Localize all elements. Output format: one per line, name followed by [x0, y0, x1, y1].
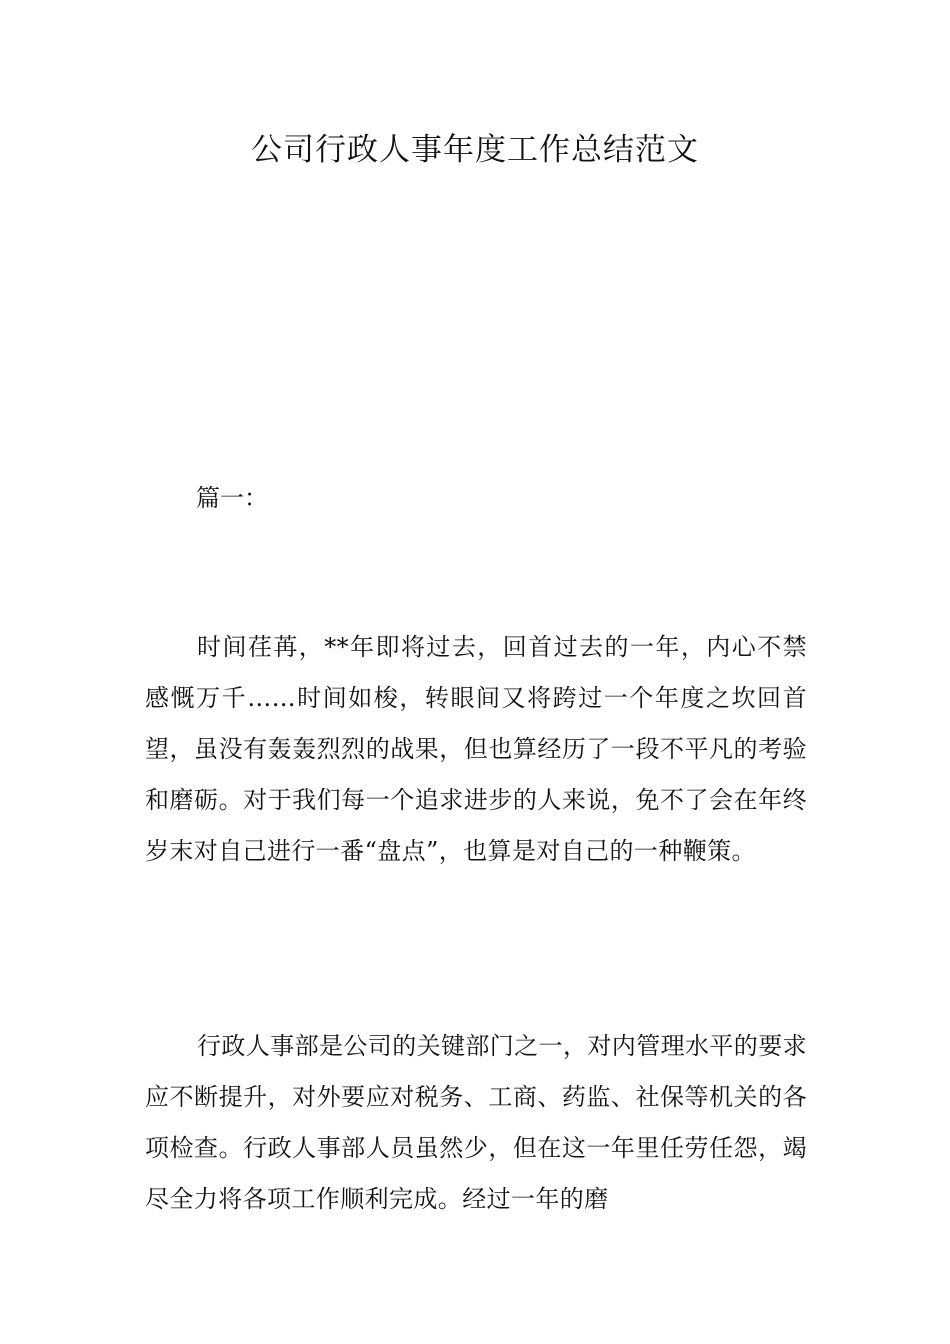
- paragraph-department: 行政人事部是公司的关键部门之一，对内管理水平的要求应不断提升，对外要应对税务、工商、药监、社保等机关的各项检查。行政人事部人员虽然少，但在这一年里任劳任怨，竭尽全力将各项工作顺利完成。经过一年的磨: [145, 1032, 807, 1213]
- section-heading: 篇一：: [196, 484, 268, 512]
- document-title: 公司行政人事年度工作总结范文: [251, 132, 699, 168]
- paragraph-intro: 时间荏苒，**年即将过去，回首过去的一年，内心不禁感慨万千……时间如梭，转眼间又将跨过一个年度之坎回首望，虽没有轰轰烈烈的战果，但也算经历了一段不平凡的考验和磨砺。对于我们每一个追求进步的人来说，免不了会在年终岁末对自己进行一番“盘点”，也算是对自己的一种鞭策。: [145, 633, 807, 865]
